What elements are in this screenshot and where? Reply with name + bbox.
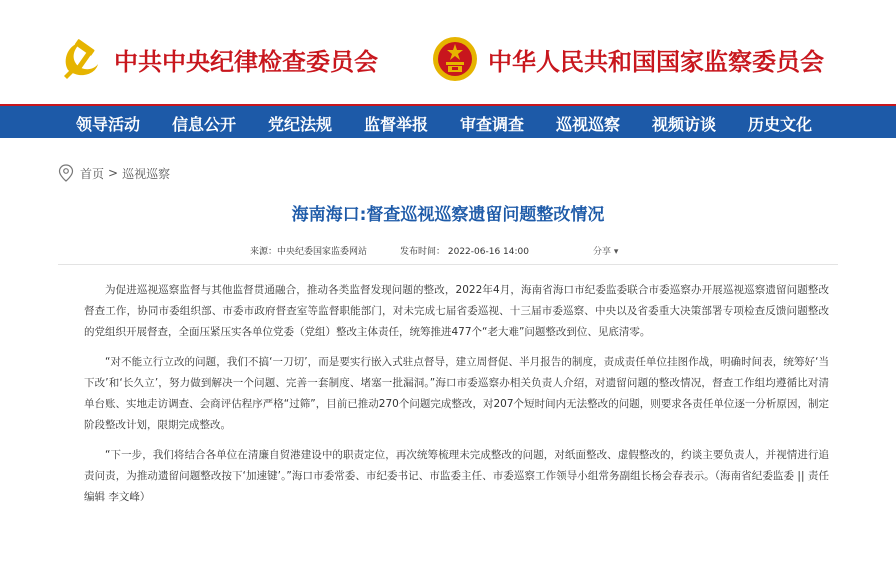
- breadcrumb: [58, 164, 174, 182]
- article-paragraph: 为促进巡视巡察监督与其他监督贯通融合，推动各类监督发现问题的整改，2022年4月，海南省海口市纪委监委联合市委巡察办开展巡视巡察遗留问题整改督查工作，协同市委组织部、市委市政府督查室等监督职能部门，对未完成七届省委巡视、十三届市委巡察、中央以及省委重大决策部署专项检查反馈问题整改的党组织开展督查，全面压紧压实各单位党委（党组）整改主体责任，统筹推进477个“老大难”问题整改到位、见底清零。: [84, 284, 829, 338]
- nav-item-video[interactable]: 视频访谈: [652, 115, 717, 134]
- article-time: 发布时间： 2022-06-16 14:00: [400, 247, 529, 257]
- nav-item-investigation[interactable]: 审查调查: [460, 115, 525, 134]
- breadcrumb-home[interactable]: 首页: [80, 166, 105, 181]
- article-source: 来源：中央纪委国家监委网站: [250, 247, 368, 257]
- divider: [58, 264, 838, 265]
- article-body: [84, 280, 829, 517]
- logo-nsc-text: 中华人民共和国国家监察委员会: [488, 46, 824, 76]
- breadcrumb-current[interactable]: 巡视巡察: [122, 166, 171, 181]
- nav-item-report[interactable]: 监督举报: [364, 115, 429, 134]
- site-header: [0, 0, 896, 104]
- location-pin-icon: [58, 164, 74, 182]
- nsc-logo[interactable]: [432, 36, 824, 82]
- ccdi-logo[interactable]: [58, 36, 378, 82]
- article-title: 海南海口:督查巡视巡察遗留问题整改情况: [291, 205, 605, 225]
- nav-item-party-regulations[interactable]: 党纪法规: [268, 115, 333, 134]
- party-emblem-icon: [58, 36, 104, 82]
- share-button[interactable]: 分享 ▾: [593, 247, 619, 257]
- article-paragraph: “下一步，我们将结合各单位在清廉自贸港建设中的职责定位，再次统筹梳理未完成整改的问题，对纸面整改、虚假整改的，约谈主要负责人，并视情进行追责问责，为推动遗留问题整改按下‘加速键’。”海口市委常委、市纪委书记、市监委主任、市委巡察工作领导小组常务副组长杨会春表示。（海南省纪委监委 || 责任编辑 李文峰）: [84, 449, 829, 503]
- logo-ccdi-text: 中共中央纪律检查委员会: [114, 46, 378, 76]
- nav-item-info-disclosure[interactable]: 信息公开: [172, 115, 237, 134]
- nav-item-inspection[interactable]: 巡视巡察: [556, 115, 621, 134]
- main-nav: [0, 104, 896, 138]
- national-emblem-icon: [432, 36, 478, 82]
- breadcrumb-separator: >: [108, 166, 119, 180]
- article-paragraph: “对不能立行立改的问题，我们不搞‘一刀切’，而是要实行嵌入式驻点督导，建立周督促、半月报告的制度，责成责任单位挂图作战，明确时间表，统筹好‘当下改’和‘长久立’，努力做到解决一个问题、完善一套制度、堵塞一批漏洞。”海口市委巡察办相关负责人介绍，对遗留问题的整改情况，督查工作组均遵循比对清单台账、实地走访调查、会商评估程序严格“过筛”，目前已推动270个问题完成整改，对207个短时间内无法整改的问题，则要求各责任单位逐一分析原因，制定阶段整改计划，限期完成整改。: [84, 356, 829, 431]
- nav-item-leadership[interactable]: 领导活动: [76, 115, 141, 134]
- nav-item-history[interactable]: 历史文化: [748, 115, 813, 134]
